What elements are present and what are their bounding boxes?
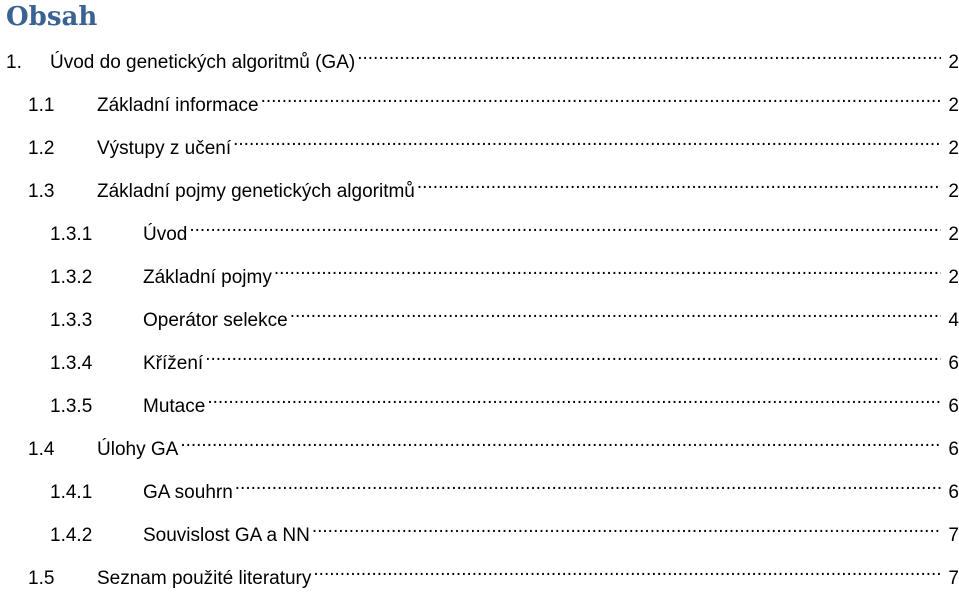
dot-leader	[189, 212, 941, 240]
toc-entry-number: 1.3.1	[50, 224, 93, 245]
toc-entry[interactable]	[0, 40, 959, 73]
toc-entry-page: 6	[948, 482, 959, 503]
toc-entry-title: Křížení	[143, 353, 204, 374]
toc-entry-title: Základní informace	[97, 95, 259, 116]
toc-entry-title: Úvod do genetických algoritmů (GA)	[50, 52, 356, 73]
toc-entry-title: Výstupy z učení	[97, 138, 232, 159]
toc-entry-page: 6	[948, 439, 959, 460]
dot-leader	[207, 384, 941, 412]
toc-heading: Obsah	[6, 2, 98, 32]
toc-entry-number: 1.	[6, 52, 22, 73]
dot-leader	[357, 40, 941, 68]
toc-entry-title: Mutace	[143, 396, 206, 417]
toc-entry-number: 1.3.5	[50, 396, 93, 417]
toc-entry-number: 1.5	[28, 568, 55, 589]
toc-entry-title: Seznam použité literatury	[97, 568, 312, 589]
toc-entry[interactable]	[0, 169, 959, 202]
toc-entry[interactable]	[0, 384, 959, 417]
toc-entry-number: 1.2	[28, 138, 55, 159]
toc-entry-title: Základní pojmy	[143, 267, 272, 288]
toc-entry-title: GA souhrn	[143, 482, 233, 503]
toc-entry-page: 2	[948, 95, 959, 116]
toc-entry-page: 2	[948, 138, 959, 159]
dot-leader	[313, 556, 941, 584]
dot-leader	[417, 169, 941, 197]
toc-entry-page: 7	[948, 568, 959, 589]
toc-entry-page: 2	[948, 224, 959, 245]
toc-entry-page: 2	[948, 52, 959, 73]
toc-entry-number: 1.3	[28, 181, 55, 202]
toc-entry-number: 1.3.4	[50, 353, 93, 374]
toc-entry-title: Základní pojmy genetických algoritmů	[97, 181, 415, 202]
toc-entry[interactable]	[0, 427, 959, 460]
dot-leader	[205, 341, 941, 369]
dot-leader	[312, 513, 941, 541]
toc-entry-title: Operátor selekce	[143, 310, 288, 331]
toc-entry-page: 7	[948, 525, 959, 546]
toc-entry[interactable]	[0, 83, 959, 116]
dot-leader	[180, 427, 941, 455]
toc-entry[interactable]	[0, 255, 959, 288]
toc-entry-title: Úlohy GA	[97, 439, 179, 460]
toc-entry-number: 1.3.2	[50, 267, 93, 288]
dot-leader	[233, 126, 941, 154]
dot-leader	[235, 470, 941, 498]
toc-entry-page: 2	[948, 267, 959, 288]
toc-entry[interactable]	[0, 298, 959, 331]
toc-entry[interactable]	[0, 126, 959, 159]
toc-entry-number: 1.3.3	[50, 310, 93, 331]
toc-entry[interactable]	[0, 513, 959, 546]
toc-entry-page: 4	[948, 310, 959, 331]
toc-entry-page: 6	[948, 353, 959, 374]
toc-entry[interactable]	[0, 556, 959, 589]
toc-entry-number: 1.4.2	[50, 525, 93, 546]
toc-entry[interactable]	[0, 212, 959, 245]
toc-entry-number: 1.1	[28, 95, 55, 116]
toc-entry[interactable]	[0, 341, 959, 374]
dot-leader	[261, 83, 941, 111]
toc-entry[interactable]	[0, 470, 959, 503]
toc-entry-title: Úvod	[143, 224, 188, 245]
toc-entry-title: Souvislost GA a NN	[143, 525, 310, 546]
dot-leader	[274, 255, 941, 283]
toc-entry-number: 1.4	[28, 439, 55, 460]
toc-entry-page: 2	[948, 181, 959, 202]
dot-leader	[290, 298, 941, 326]
toc-entry-number: 1.4.1	[50, 482, 93, 503]
toc-entry-page: 6	[948, 396, 959, 417]
